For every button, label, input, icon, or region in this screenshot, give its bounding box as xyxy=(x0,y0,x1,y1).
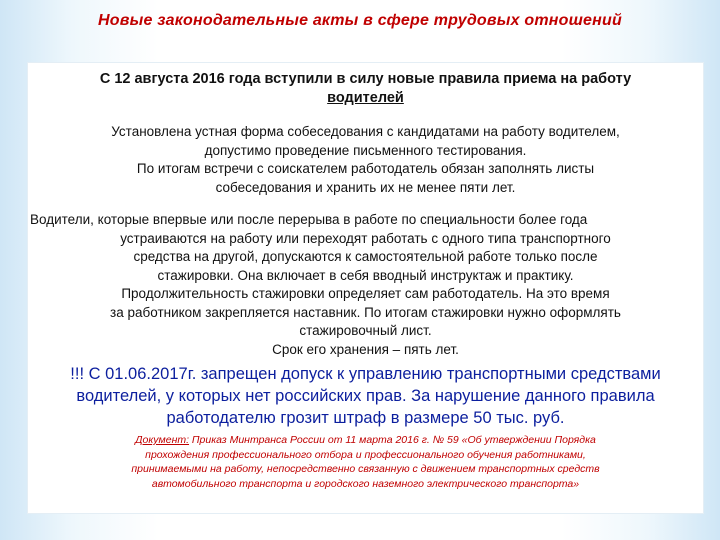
content-box xyxy=(27,62,704,514)
paragraph-line: средства на другой, допускаются к самостоятельной работе только после xyxy=(133,249,598,264)
paragraph-line: за работником закрепляется наставник. По итогам стажировки нужно оформлять xyxy=(110,304,621,320)
alert-line: работодателю грозит штраф в размере 50 тыс. руб. xyxy=(166,409,565,427)
paragraph-line: Срок его хранения – пять лет. xyxy=(272,341,459,357)
paragraph-line: Продолжительность стажировки определяет сам работодатель. На это время xyxy=(121,286,610,301)
paragraph-line: устраиваются на работу или переходят работать с одного типа транспортного xyxy=(120,230,611,246)
document-label: Документ: xyxy=(135,434,190,446)
paragraph-line: стажировки. Она включает в себя вводный инструктаж и практику. xyxy=(157,267,574,283)
document-reference-line: автомобильного транспорта и городского наземного электрического транспорта» xyxy=(151,477,580,490)
paragraph-line: собеседования и хранить их не менее пяти лет. xyxy=(215,179,516,195)
document-title-start: Приказ Минтранса России от 11 марта 2016 г. № 59 «Об утверждении Порядка xyxy=(189,434,596,446)
alert-foreign-license xyxy=(28,363,703,429)
paragraph-line: По итогам встречи с соискателем работодатель обязан заполнять листы xyxy=(136,161,595,176)
document-reference-line xyxy=(28,433,703,448)
paragraph-interview-form xyxy=(28,123,703,197)
section-heading xyxy=(78,70,653,108)
paragraph-internship-duration xyxy=(28,285,703,359)
heading-line-2: водителей xyxy=(327,90,404,106)
paragraph-line: стажировочный лист. xyxy=(299,323,432,338)
document-reference xyxy=(28,433,703,491)
alert-line: водителей, у которых нет российских прав. За нарушение данного правила xyxy=(76,387,655,405)
document-reference-line: принимаемыми на работу, непосредственно связанную с движением транспортных средств xyxy=(131,463,600,475)
alert-line: !!! С 01.06.2017г. запрещен допуск к управлению транспортными средствами xyxy=(70,365,661,383)
heading-line-1: С 12 августа 2016 года вступили в силу новые правила приема на работу xyxy=(99,71,632,87)
paragraph-line: Установлена устная форма собеседования с кандидатами на работу водителем, xyxy=(111,124,620,139)
paragraph-line: Водители, которые впервые или после перерыва в работе по специальности более года xyxy=(30,212,588,227)
document-reference-line: прохождения профессионального отбора и профессионального обучения работниками, xyxy=(145,448,586,461)
paragraph-internship xyxy=(28,211,703,285)
paragraph-line: допустимо проведение письменного тестирования. xyxy=(204,142,527,158)
slide-title: Новые законодательные акты в сфере трудовых отношений xyxy=(98,12,622,29)
